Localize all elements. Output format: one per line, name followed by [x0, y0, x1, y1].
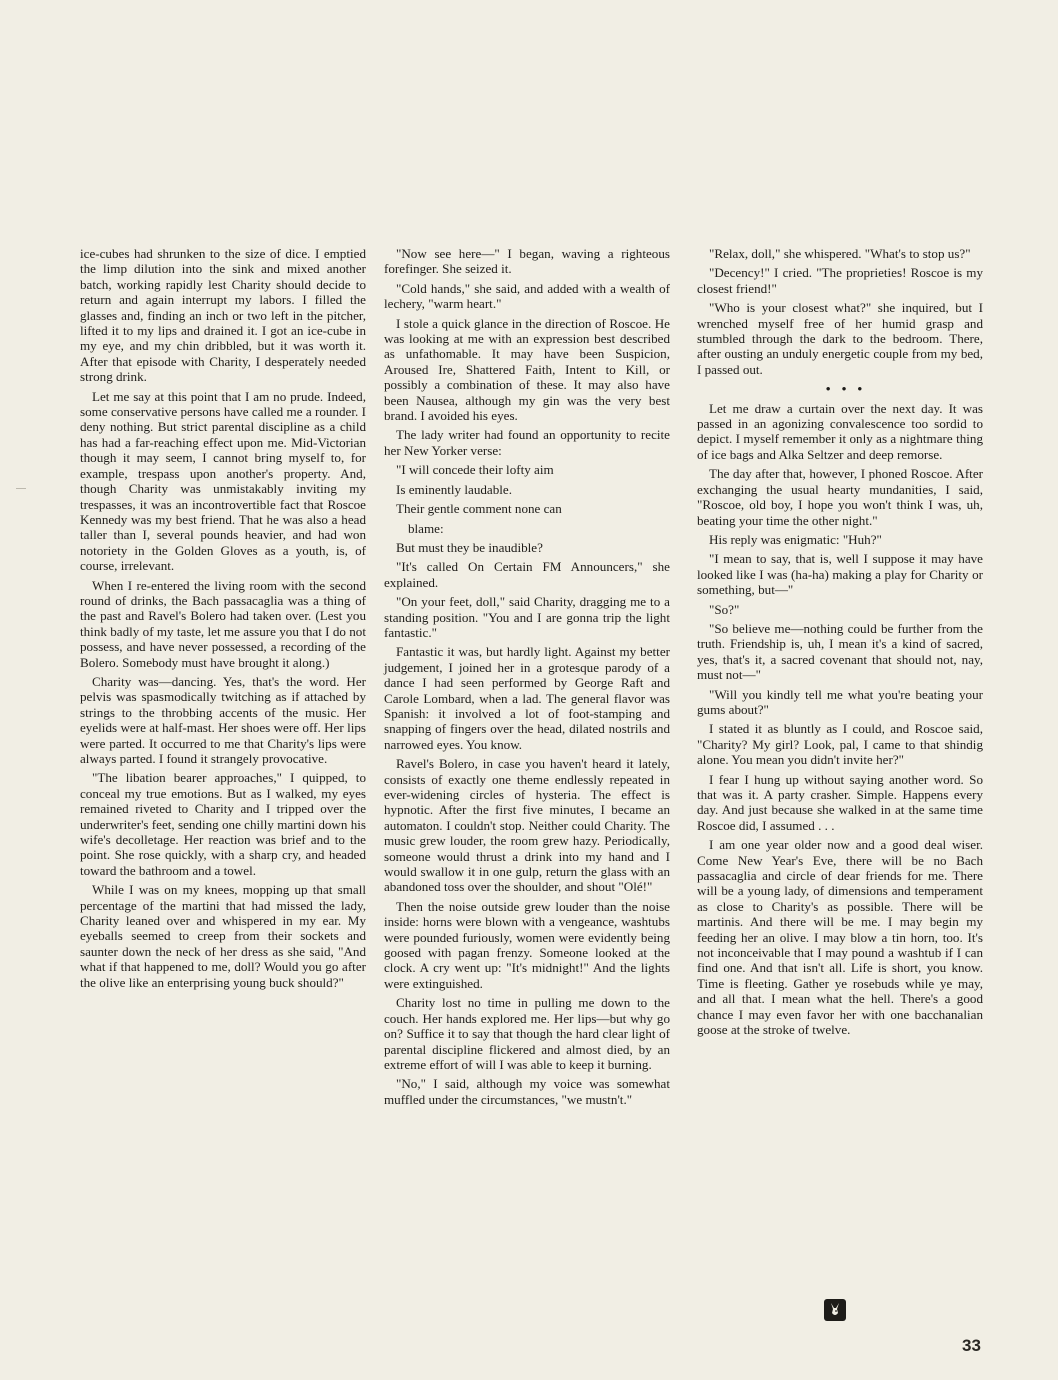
paragraph: "Relax, doll," she whispered. "What's to stop us?": [709, 246, 971, 261]
paragraph: "The libation bearer approaches," I quipped, to conceal my true emotions. But as I walked, my eyes remained riveted to Charity and I tripped over the underwriter's feet, sending one chilly martini down his wife's decolletage. Her reaction was brief and to the point. She rose quickly, with a sharp cry, and headed toward the bathroom and a towel.: [80, 770, 366, 878]
paragraph: "Cold hands," she said, and added with a wealth of lechery, "warm heart.": [384, 280, 670, 312]
verse-line: "I will concede their lofty aim: [396, 462, 554, 478]
paragraph: I fear I hung up without saying another word. So that was it. A party crasher. Simple. Happens every day. And just because she walked in at the same time Roscoe did, I assumed . . .: [697, 771, 983, 833]
paragraph: The lady writer had found an opportunity to recite her New Yorker verse:: [384, 427, 670, 458]
paragraph: His reply was enigmatic: "Huh?": [709, 531, 882, 547]
paragraph: "So?": [709, 601, 740, 617]
paragraph: Charity lost no time in pulling me down to the couch. Her hands explored me. Her lips—but why go on? Suffice it to say that though the hard clear light of parental discipline flickered and almost died, by an extreme effort of will I was able to keep it burning.: [384, 995, 670, 1072]
paragraph: I stated it as bluntly as I could, and Roscoe said, "Charity? My girl? Look, pal, I came to that shindig alone. You mean you didn't invite her?": [697, 721, 983, 768]
paragraph: "Now see here—" I began, waving a righteous forefinger. She seized it.: [384, 246, 670, 277]
paragraph: "Will you kindly tell me what you're beating your gums about?": [697, 686, 983, 717]
section-break: • • •: [825, 381, 867, 397]
paragraph: "So believe me—nothing could be further from the truth. Friendship is, uh, I mean it's a kind of sacred, yes, that's it, a sacred covenant that should not, nay, must not—": [697, 620, 983, 683]
column-1: [80, 246, 366, 994]
paragraph: "On your feet, doll," said Charity, dragging me to a standing position. "You and I are gonna trip the light fantastic.": [384, 594, 670, 640]
verse-line: Their gentle comment none can: [396, 501, 562, 517]
margin-mark: [16, 488, 26, 489]
paragraph: Then the noise outside grew louder than the noise inside: horns were blown with a vengeance, washtubs were pounded furiously, women were evidently being goosed with pagan frenzy. Someone looked at the clock. A cry went up: "It's midnight!" And the lights were extinguished.: [384, 898, 670, 991]
paragraph: While I was on my knees, mopping up that small percentage of the martini that had missed the lady, Charity leaned over and whispered in my ear. My eyeballs seemed to creep from their sockets and saunter down the neck of her dress as she said, "And what if that happened to me, doll? Would you go after the olive like an enterprising young buck should?": [80, 882, 366, 990]
verse-line: But must they be inaudible?: [396, 539, 543, 555]
paragraph: Let me say at this point that I am no prude. Indeed, some conservative persons have called me a rounder. I deny nothing. But strict parental discipline as a child has had a far-reaching effect upon me. Mid-Victorian though it may seem, I cannot bring myself to, for example, trespass upon another's property. And, though Charity was unmistakably inviting my trespasses, it was an incontrovertible fact that Roscoe Kennedy was my best friend. That he was also a head taller than I, several pounds heavier, and had won notoriety in the Golden Gloves as a youth, is, of course, irrelevant.: [80, 388, 366, 574]
rabbit-head-icon: [824, 1299, 846, 1321]
column-3: [697, 246, 983, 1042]
paragraph: "It's called On Certain FM Announcers," she explained.: [384, 559, 670, 590]
paragraph: "Decency!" I cried. "The proprieties! Roscoe is my closest friend!": [697, 265, 983, 296]
column-2: [384, 246, 670, 1111]
paragraph: ice-cubes had shrunken to the size of dice. I emptied the limp dilution into the sink and mixed another batch, working rapidly lest Charity should decide to return and again interrupt my labors. I filled the glasses and, finding an inch or two left in the pitcher, lifted it to my lips and drained it. I got an ice-cube in my eye, and my chin dribbled, but it was worth it. After that episode with Charity, I desperately needed strong drink.: [80, 246, 366, 385]
paragraph: "I mean to say, that is, well I suppose it may have looked like I was (ha-ha) making a play for Charity or something, but—": [697, 551, 983, 598]
verse-line: blame:: [408, 520, 444, 536]
verse-line: Is eminently laudable.: [396, 481, 512, 497]
paragraph: I am one year older now and a good deal wiser. Come New Year's Eve, there will be no Bach passacaglia and circle of dear friends for me. There will be a young lady, of dimensions and temperament as close to Charity's as possible. There will be martinis. And there will be me. I may begin my feeding her an olive. I may blow a tin horn, too. It's not inconceivable that I may pound a washtub if I can find one. And that isn't all. Life is short, you know. Time is fleeting. Gather ye rosebuds while ye may, and all that. I mean what the hell. There's a good chance I may even favor her with one bacchanalian goose at the stroke of twelve.: [697, 837, 983, 1038]
paragraph: Let me draw a curtain over the next day. It was passed in an agonizing convalescence too sordid to depict. I myself remember it only as a nightmare thing of ice bags and Alka Seltzer and deep remorse.: [697, 400, 983, 462]
paragraph: The day after that, however, I phoned Roscoe. After exchanging the usual hearty mundanities, I said, "Roscoe, old boy, I hope you won't think I was, uh, beating your time the other night.": [697, 466, 983, 528]
paragraph: "Who is your closest what?" she inquired, but I wrenched myself free of her humid grasp and stumbled through the dark to the bedroom. There, after ousting an unduly energetic couple from my bed, I passed out.: [697, 300, 983, 377]
rabbit-head-icon-shape: [828, 1302, 842, 1318]
page-number: 33: [962, 1336, 981, 1355]
paragraph: "No," I said, although my voice was somewhat muffled under the circumstances, "we mustn't.": [384, 1076, 670, 1107]
paragraph: Charity was—dancing. Yes, that's the word. Her pelvis was spasmodically twitching as if attached by strings to the throbbing accents of the music. Her eyelids were at half-mast. Her shoes were off. Her lips were parted. It occurred to me that Charity's lips were always parted. I found it strangely provocative.: [80, 673, 366, 766]
paragraph: I stole a quick glance in the direction of Roscoe. He was looking at me with an expression best described as unfathomable. It may have been Suspicion, Aroused Ire, Shattered Faith, Intent to Kill, or possibly a combination of these. It may also have been Nausea, although my gin was the very best brand. I avoided his eyes.: [384, 315, 670, 424]
paragraph: Fantastic it was, but hardly light. Against my better judgement, I joined her in a grotesque parody of a dance I had seen performed by George Raft and Carole Lombard, when a lad. The general flavor was Spanish: it involved a lot of foot-stamping and snapping of fingers over the head, dilated nostrils and narrowed eyes. You know.: [384, 644, 670, 752]
paragraph: When I re-entered the living room with the second round of drinks, the Bach passacaglia was a thing of the past and Ravel's Bolero had taken over. (Lest you think badly of my taste, let me assure you that I do not possess, and have never possessed, a recording of the Bolero. Somebody must have brought it along.): [80, 577, 366, 670]
paragraph: Ravel's Bolero, in case you haven't heard it lately, consists of exactly one theme endlessly repeated in ever-widening circles of hysteria. The effect is hypnotic. After the first five minutes, I became an automaton. I couldn't stop. Neither could Charity. The music grew louder, the room grew hazy. Periodically, someone would thrust a drink into my hand and I would swallow it in one gulp, return the glass with an abandoned toss over the shoulder, and shout "Olé!": [384, 756, 670, 895]
